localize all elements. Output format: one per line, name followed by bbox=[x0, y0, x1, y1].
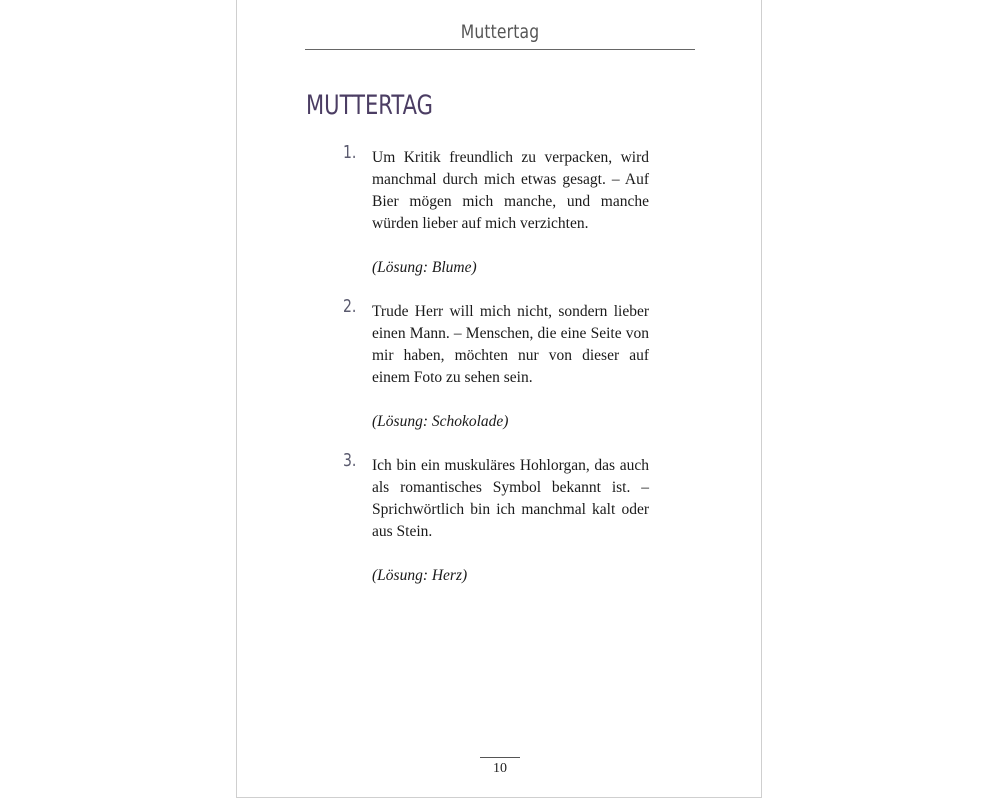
header-rule bbox=[305, 49, 695, 50]
riddle-text: Ich bin ein muskuläres Hohlorgan, das auch als romantisches Symbol bekannt ist. – Sprichwörtlich bin ich manchmal kalt oder aus Stein. bbox=[372, 457, 649, 540]
page-number: 10 bbox=[493, 761, 507, 776]
footer-rule bbox=[480, 757, 520, 758]
riddle-solution: (Lösung: Herz) bbox=[372, 567, 468, 584]
riddle-text: Trude Herr will mich nicht, sondern lieber einen Mann. – Menschen, die eine Seite von mir haben, möchten nur von dieser auf einem Foto zu sehen sein. bbox=[372, 303, 649, 386]
riddle-number: 2. bbox=[343, 296, 357, 317]
riddle-solution: (Lösung: Blume) bbox=[372, 259, 477, 276]
riddle-text: Um Kritik freundlich zu verpacken, wird manchmal durch mich etwas gesagt. – Auf Bier mögen mich manche, und manche würden lieber auf mich verzichten. bbox=[372, 149, 649, 232]
riddle-solution: (Lösung: Schokolade) bbox=[372, 413, 509, 430]
running-header: Muttertag bbox=[460, 21, 540, 43]
chapter-title: MUTTERTAG bbox=[306, 90, 433, 121]
book-page bbox=[236, 0, 762, 798]
riddle-number: 3. bbox=[343, 450, 357, 471]
riddle-number: 1. bbox=[343, 142, 357, 163]
